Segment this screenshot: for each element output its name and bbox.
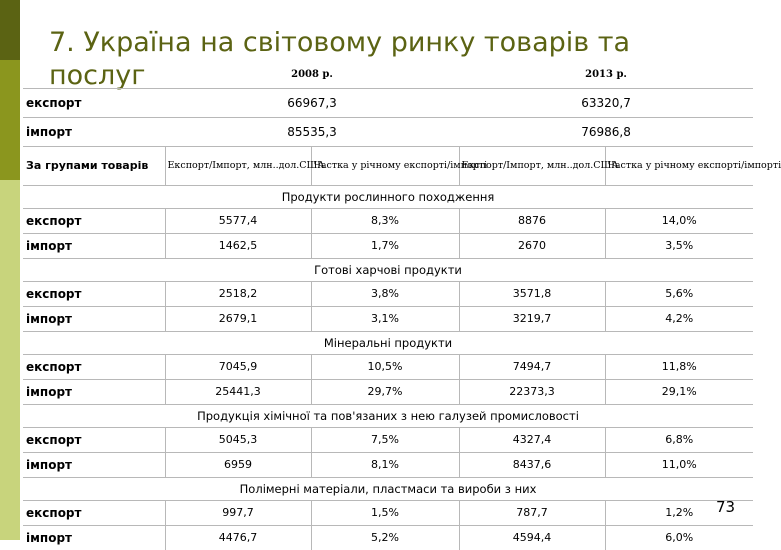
category-name: Продукція хімічної та пов'язаних з нею галузей промисловості [23,404,753,427]
category-row [23,404,753,427]
cell-value-2008: 25441,3 [165,379,311,404]
cell-share-2008: 8,1% [311,452,459,477]
cell-share-2008: 29,7% [311,379,459,404]
cell-share-2013: 6,8% [605,427,753,452]
cell-value-2008: 997,7 [165,500,311,525]
cell-value-2008: 4476,7 [165,525,311,550]
cell-share-2013: 11,0% [605,452,753,477]
total-import-row [23,117,753,146]
cell-value-2013: 7494,7 [459,354,605,379]
cell-share-2013: 3,5% [605,233,753,258]
row-label: експорт [23,208,165,233]
row-label: імпорт [23,233,165,258]
cell-share-2013: 4,2% [605,306,753,331]
total-value-2008: 66967,3 [165,88,459,117]
category-name: Полімерні матеріали, пластмаси та вироби з них [23,477,753,500]
sidebar-band-mid [0,60,20,180]
total-row-label: імпорт [23,117,165,146]
table-row [23,354,753,379]
table-row [23,379,753,404]
row-label: експорт [23,427,165,452]
title-line-2: послуг [49,60,146,91]
cell-value-2013: 8876 [459,208,605,233]
group-header-row [23,146,753,185]
table-row [23,500,753,525]
cell-share-2013: 1,2% [605,500,753,525]
decorative-sidebar [0,0,20,540]
cell-share-2013: 6,0% [605,525,753,550]
cell-value-2013: 4327,4 [459,427,605,452]
total-value-2013: 76986,8 [459,117,753,146]
cell-share-2013: 14,0% [605,208,753,233]
cell-value-2013: 8437,6 [459,452,605,477]
cell-value-2013: 787,7 [459,500,605,525]
cell-value-2008: 5045,3 [165,427,311,452]
total-export-row [23,88,753,117]
cell-share-2008: 10,5% [311,354,459,379]
page-number: 73 [716,498,736,516]
col-header-value-2013: Експорт/Імпорт, млн..дол.США [459,146,605,185]
category-row [23,331,753,354]
row-label: експорт [23,500,165,525]
year-header-2013: 2013 р. [585,69,627,81]
title-line-1: 7. Україна на світовому ринку товарів та [49,27,631,58]
sidebar-band-light [0,180,20,540]
cell-value-2008: 1462,5 [165,233,311,258]
category-row [23,185,753,208]
cell-share-2008: 7,5% [311,427,459,452]
category-name: Готові харчові продукти [23,258,753,281]
cell-value-2013: 3571,8 [459,281,605,306]
cell-share-2008: 5,2% [311,525,459,550]
table-row [23,281,753,306]
row-label: імпорт [23,452,165,477]
col-header-share-2008: Частка у річному експорті/імпорті [311,146,459,185]
year-header-row [23,62,753,88]
cell-share-2008: 1,5% [311,500,459,525]
total-value-2013: 63320,7 [459,88,753,117]
cell-share-2013: 5,6% [605,281,753,306]
table-row [23,427,753,452]
cell-value-2008: 2518,2 [165,281,311,306]
total-row-label: експорт [23,88,165,117]
total-value-2008: 85535,3 [165,117,459,146]
cell-value-2013: 2670 [459,233,605,258]
category-name: Продукти рослинного походження [23,185,753,208]
group-header-label: За групами товарів [23,146,165,185]
cell-share-2008: 8,3% [311,208,459,233]
cell-value-2008: 6959 [165,452,311,477]
row-label: імпорт [23,525,165,550]
row-label: експорт [23,354,165,379]
trade-table [23,62,781,550]
table-row [23,208,753,233]
cell-value-2008: 7045,9 [165,354,311,379]
row-label: експорт [23,281,165,306]
cell-share-2013: 29,1% [605,379,753,404]
cell-share-2008: 1,7% [311,233,459,258]
table-row [23,233,753,258]
cell-value-2013: 3219,7 [459,306,605,331]
col-header-share-2013: Частка у річному експорті/імпорті [605,146,753,185]
category-name: Мінеральні продукти [23,331,753,354]
table-row [23,452,753,477]
cell-share-2008: 3,1% [311,306,459,331]
category-row [23,477,753,500]
col-header-value-2008: Експорт/Імпорт, млн..дол.США [165,146,311,185]
table-row [23,525,753,550]
category-row [23,258,753,281]
row-label: імпорт [23,379,165,404]
header-blank-cell [23,62,165,88]
table-row [23,306,753,331]
cell-value-2013: 22373,3 [459,379,605,404]
sidebar-band-dark [0,0,20,60]
cell-share-2008: 3,8% [311,281,459,306]
cell-value-2013: 4594,4 [459,525,605,550]
row-label: імпорт [23,306,165,331]
cell-value-2008: 2679,1 [165,306,311,331]
cell-share-2013: 11,8% [605,354,753,379]
year-header-2008: 2008 р. [291,69,333,81]
cell-value-2008: 5577,4 [165,208,311,233]
